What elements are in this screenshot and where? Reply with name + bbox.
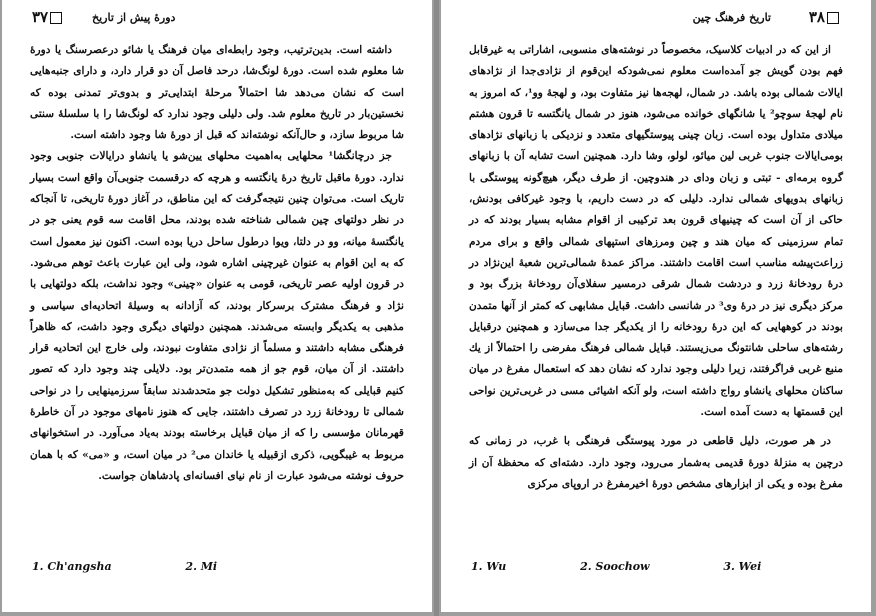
paragraph: در هر صورت، دلیل قاطعی در مورد پیوستگی فرهنگی با غرب، در زمانی که درچین به منزلهٔ دورهٔ قدیمی به‌شمار می‌رود، وجود دارد. دشته‌ای که محفظهٔ آن از مفرغ بوده و یکی از ابزارهای مشخص دورهٔ اخیرمفرغ در اروپای مرکزی: [469, 435, 843, 490]
right-footnotes: [471, 560, 841, 580]
right-page-header: [471, 10, 841, 32]
footnote: 2. Mi: [185, 560, 218, 573]
right-page: [441, 0, 871, 612]
header-box-icon: [827, 12, 839, 24]
left-page-header: [32, 10, 402, 32]
right-page-body: [469, 40, 843, 495]
right-running-title: تاریخ فرهنگ چین: [692, 11, 771, 24]
paragraph: داشته است. بدین‌ترتیب، وجود رابطه‌ای میان فرهنگ یا شائو درعصرسنگ یا دورهٔ شا معلوم شده است. دورهٔ لونگ‌شا، درحد فاصل آن دو قرار دارد، و دارای جنبه‌هایی است که نشان می‌دهد شا احتمالاً مرحلهٔ ابتدایی‌تر و بدوی‌تر تمدنی بوده که نخستین‌بار در تاریخ معلوم شد. ولی دلیلی وجود ندارد که لونگ‌شا را با سلسلهٔ سنتی شا مربوط سازد، و حال‌آنکه نوشته‌اند که قبل از دورهٔ شا وجود داشته است.: [30, 44, 404, 142]
paragraph: جز درچانگشا¹ محلهایی به‌اهمیت محلهای یین‌شو یا یانشاو درایالات جنوبی وجود ندارد. دورهٔ ماقبل تاریخ درهٔ یانگتسه و هرچه که درقسمت جنوبی‌آن واقع است بسیار تاریک است. می‌توان چنین نتیجه‌گرفت که این مناطق، در آغاز دورهٔ تاریخی، تا آنجاکه در نظر دولتهای چین شمالی شناخته شده بودند، محل اقامت سه قوم یعنی جو در یانگتسهٔ میانه، وو در دلتا، ویوا درطول ساحل دریا بوده است. اکنون نیز معمول است که به این اقوام به عنوان غیرچینی اشاره شود، ولی این عبارت باعث توهم می‌شود. در قرون اولیه عصر تاریخی، قومی به عنوان «چینی» وجود نداشت، بلکه دولتهایی با نژاد و فرهنگ مشترک برسرکار بودند، که آزادانه به وسیلهٔ اتحادیه‌ای سیاسی و مذهبی به یکدیگر وابسته می‌شدند. همچنین دولتهای دیگری وجود داشت، که ظاهراً فرهنگی مشابه داشتند و مسلماً از نژادی متفاوت نبودند، ولی خارج این اتحادیه قرار داشتند. از آن میان، قوم جو از همه متمدن‌تر بود. دلایلی چند وجود دارد که تصور کنیم قبایلی که به‌منظور تشکیل دولت جو متحدشدند سابقاً سرزمینهایی را در نواحی شمالی تا رودخانهٔ زرد در تصرف داشتند، جایی که هنوز نامهای موجود در آن خاطرهٔ قهرمانان مؤسسی را که از میان قبایل برخاسته بودند به‌یاد می‌آورد. در استخوانهای مربوط به غیبگویی، ذکری ازقبیله یا خاندان می² در میان است، و «می» که با همان حروف نوشته می‌شود عبارت از نام نیای افسانه‌ای پادشاهان جواست.: [30, 150, 404, 482]
paragraph: از این که در ادبیات کلاسیک، مخصوصاً در نوشته‌های منسوبی، اشاراتی به غیرقابل فهم بودن گویش جو آمده‌است معلوم نمی‌شودکه این‌قوم از نژادی‌جدا از نژادهای ایالات شمالی بوده باشد. در شمال، لهجه‌ها نیز متفاوت بود، و لهجهٔ وو¹، که امروز به نام لهجهٔ سوچو² یا شانگهای خوانده می‌شود، هنوز در شمال یانگتسه تا قرون هشتم میلادی متداول بوده است. زبان چینی پیوستگیهای متعدد و نزدیکی با زبانهای نژادهای بومی‌ایالات جنوب غربی لین میائو، لولو، وشا دارد. همچنین است تشابه آن با زبانهای گروه برمه‌ای - تبتی و زبان ودای در هندوچین. از طرف دیگر، هیچ‌گونه پیوستگی با زبانهای بدویهای شمالی ندارد. دلیلی که در دست داریم، با وجود غیرکافی بودنش، حاکی از آن است که چینیهای قرون بعد ترکیبی از اقوام مشابه بسیار بودند که در تمام سرزمینی که میان هند و چین ومرزهای استپهای شمالی واقع و برای مردم زراعت‌پیشه مناسب است اقامت داشتند. مراکز عمدهٔ شمالی‌ترین شعبهٔ این‌نژاد در درهٔ رودخانهٔ زرد و دردشت شمال شرقی درمسیر سفلای‌آن رودخانهٔ بزرگ بود و مرکز دیگری نیز در درهٔ وی³ در شانسی داشت. قبایل مشابهی که کمتر از آنها متمدن بودند در کوههایی که این درهٔ رودخانه را از یکدیگر جدا می‌سازد و همچنین درقبایل رشته‌های ساحلی شانتونگ می‌زیستند. قبایل شمالی فرهنگ مفرضی را احتمالاً از یك منبع غربی فراگرفتند، زیرا دلیلی وجود ندارد که نشان دهد که استعمال مفرغ در میان ساکنان محلهای یانشاو رواج داشته است، ولو آنکه اشیائی مسی در غربی‌ترین نواحی این قسمتها به دست آمده است.: [469, 44, 843, 419]
left-footnotes: [32, 560, 402, 580]
page-gutter: [434, 0, 439, 616]
left-page-body: [30, 40, 404, 487]
header-box-icon: [50, 12, 62, 24]
footnote: 1. Wu: [471, 560, 507, 573]
footnote: 1. Ch'angsha: [32, 560, 112, 573]
left-page: [2, 0, 432, 612]
left-page-number: ۳۷: [32, 8, 64, 26]
footnote: 3. Wei: [723, 560, 762, 573]
left-running-title: دورهٔ پیش از تاریخ: [92, 11, 176, 24]
right-page-number: ۳۸: [809, 8, 841, 26]
footnote: 2. Soochow: [580, 560, 650, 573]
